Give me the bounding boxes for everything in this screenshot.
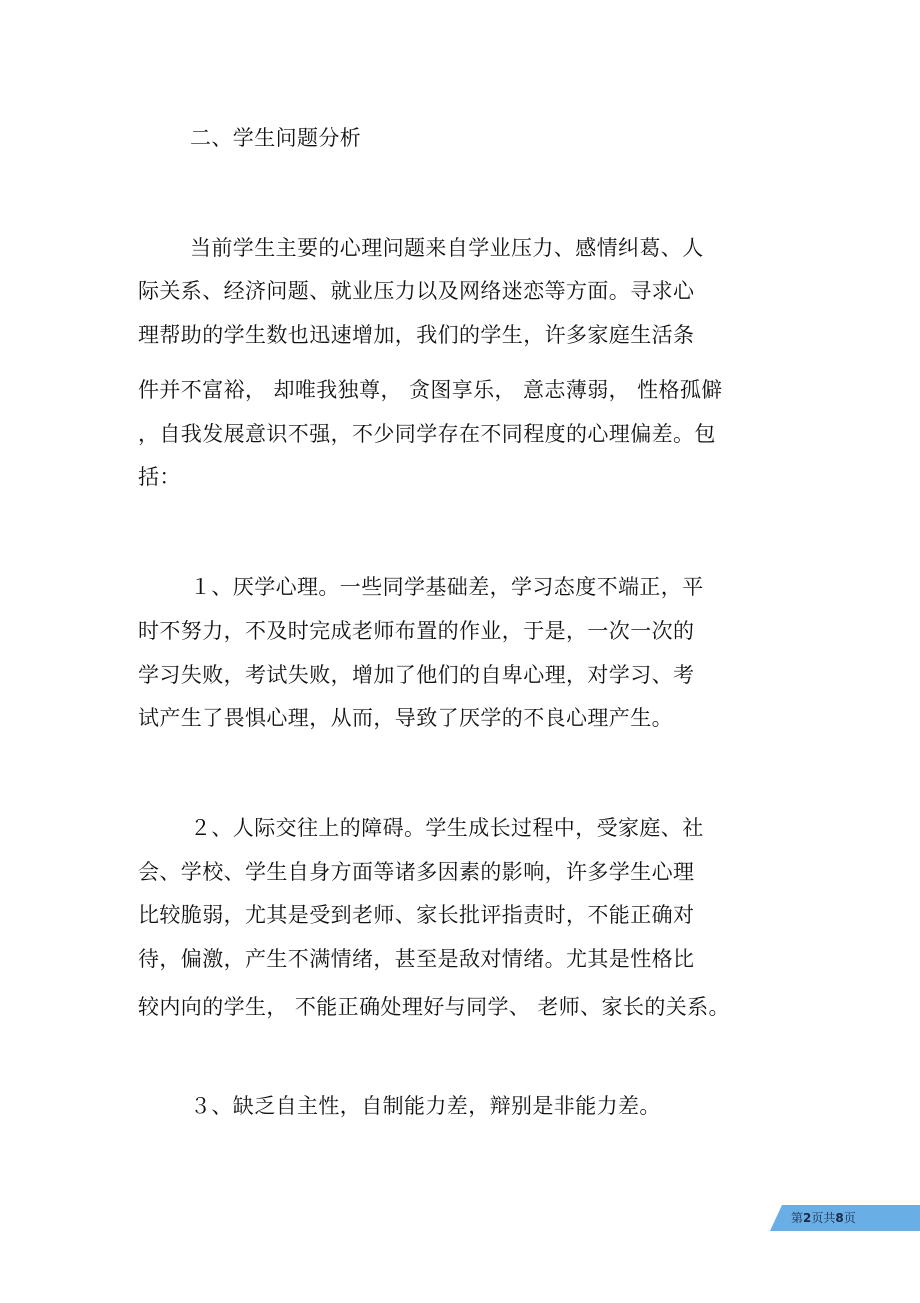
paragraph-line: 待，偏激，产生不满情绪，甚至是敌对情绪。尤其是性格比 <box>138 947 695 971</box>
page-indicator-middle: 页共 <box>811 1211 836 1225</box>
paragraph-line: 际关系、经济问题、就业压力以及网络迷恋等方面。寻求心 <box>138 279 695 303</box>
paragraph-line: 会、学校、学生自身方面等诸多因素的影响，许多学生心理 <box>138 860 695 884</box>
paragraph-line: ，自我发展意识不强，不少同学存在不同程度的心理偏差。包 <box>138 422 716 446</box>
paragraph-line: 括： <box>138 465 181 489</box>
total-page-count: 8 <box>835 1211 844 1225</box>
paragraph-line: 当前学生主要的心理问题来自学业压力、感情纠葛、人 <box>190 236 704 260</box>
paragraph-line: 试产生了畏惧心理，从而，导致了厌学的不良心理产生。 <box>138 706 673 730</box>
paragraph-line: ２、人际交往上的障碍。学生成长过程中，受家庭、社 <box>190 816 704 840</box>
paragraph-line: １、厌学心理。一些同学基础差，学习态度不端正，平 <box>190 575 704 599</box>
page-indicator <box>791 1209 856 1227</box>
paragraph-line: 件并不富裕， 却唯我独尊， 贪图享乐， 意志薄弱， 性格孤僻 <box>138 378 723 402</box>
paragraph-line: ３、缺乏自主性，自制能力差，辩别是非能力差。 <box>190 1094 661 1118</box>
current-page-number: 2 <box>803 1211 812 1225</box>
paragraph-line: 理帮助的学生数也迅速增加，我们的学生，许多家庭生活条 <box>138 323 695 347</box>
paragraph-line: 较内向的学生， 不能正确处理好与同学、 老师、家长的关系。 <box>138 995 730 1019</box>
page-indicator-suffix: 页 <box>843 1211 856 1225</box>
section-heading: 二、学生问题分析 <box>190 126 362 150</box>
page-indicator-prefix: 第 <box>791 1211 804 1225</box>
paragraph-line: 学习失败，考试失败，增加了他们的自卑心理，对学习、考 <box>138 663 695 687</box>
paragraph-line: 比较脆弱，尤其是受到老师、家长批评指责时，不能正确对 <box>138 903 695 927</box>
paragraph-line: 时不努力，不及时完成老师布置的作业，于是，一次一次的 <box>138 619 695 643</box>
